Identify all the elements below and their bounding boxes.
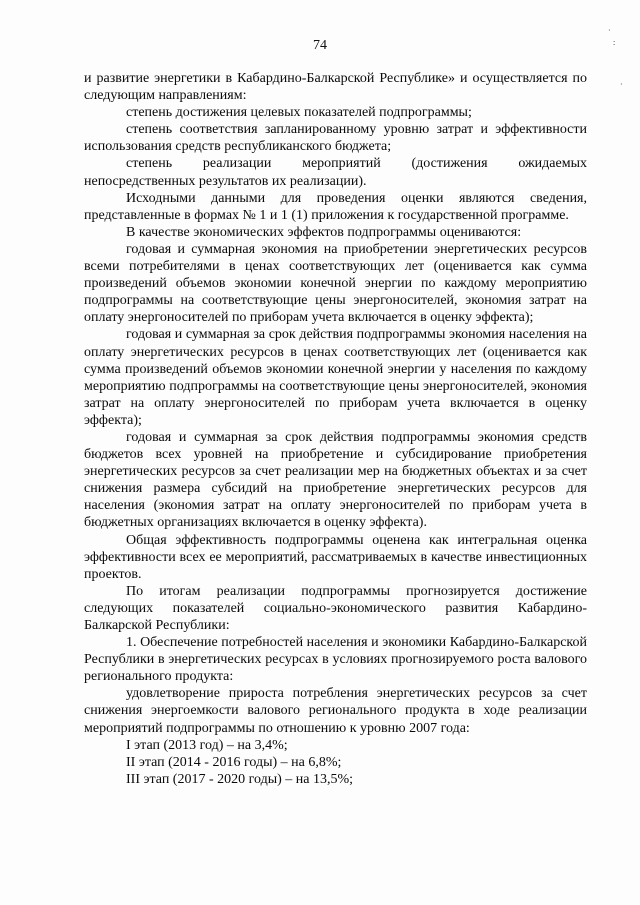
paragraph: В качестве экономических эффектов подпрограммы оцениваются: [126, 224, 522, 240]
document-body [84, 70, 587, 788]
paragraph: годовая и суммарная за срок действия подпрограммы экономия населения на оплату энергетических ресурсов в ценах соответствующих лет (оценивается как сумма произведений объемов экономии конечной энергии у населения по каждому мероприятию подпрограммы на соответствующие цены энергоносителей, экономия затрат на оплату энергоносителей по приборам учета включается в оценку эффекта); [84, 327, 587, 428]
scan-mark: · [620, 80, 623, 89]
paragraph: годовая и суммарная экономия на приобретении энергетических ресурсов всеми потребителями в ценах соответствующих лет (оценивается как сумма произведений объемов экономии конечной энергии по каждому мероприятию подпрограммы на соответствующие цены энергоносителей, экономия затрат на оплату энергоносителей по приборам учета включается в оценку эффекта); [84, 241, 587, 326]
paragraph: степень достижения целевых показателей подпрограммы; [126, 105, 472, 121]
paragraph: годовая и суммарная за срок действия подпрограммы экономия средств бюджетов всех уровней на приобретение и субсидирование приобретения энергетических ресурсов за счет реализации мер на бюджетных объектах и за счет снижения размера субсидий на приобретение энергетических ресурсов для населения (экономия затрат на оплату энергоносителей по приборам учета в бюджетных организациях включается в оценку эффекта). [84, 429, 587, 531]
paragraph: и развитие энергетики в Кабардино-Балкарской Республике» и осуществляется по следующим направлениям: [84, 71, 587, 104]
page-number: 74 [313, 38, 327, 53]
paragraph: Исходными данными для проведения оценки являются сведения, представленные в формах № 1 и 1 (1) приложения к государственной программе. [84, 190, 587, 223]
paragraph: степень соответствия запланированному уровню затрат и эффективности использования средств республиканского бюджета; [84, 122, 587, 155]
paragraph: степень реализации мероприятий (достижения ожидаемых непосредственных результатов их реализации). [84, 156, 587, 189]
stage-item: II этап (2014 - 2016 годы) – на 6,8%; [126, 754, 342, 770]
paragraph: По итогам реализации подпрограммы прогнозируется достижение следующих показателей социально-экономического развития Кабардино-Балкарской Республики: [84, 583, 587, 633]
scan-mark: · [608, 26, 611, 35]
paragraph: 1. Обеспечение потребностей населения и экономики Кабардино-Балкарской Республики в энергетических ресурсах в условиях прогнозируемого роста валового регионального продукта: [84, 635, 587, 685]
stage-item: I этап (2013 год) – на 3,4%; [126, 737, 288, 753]
paragraph: удовлетворение прироста потребления энергетических ресурсов за счет снижения энергоемкости валового регионального продукта в ходе реализации мероприятий подпрограммы по отношению к уровню 2007 года: [84, 686, 587, 736]
scan-mark: : [613, 38, 616, 47]
paragraph: Общая эффективность подпрограммы оценена как интегральная оценка эффективности всех ее мероприятий, рассматриваемых в качестве инвестиционных проектов. [84, 532, 587, 582]
stage-item: III этап (2017 - 2020 годы) – на 13,5%; [126, 771, 354, 787]
